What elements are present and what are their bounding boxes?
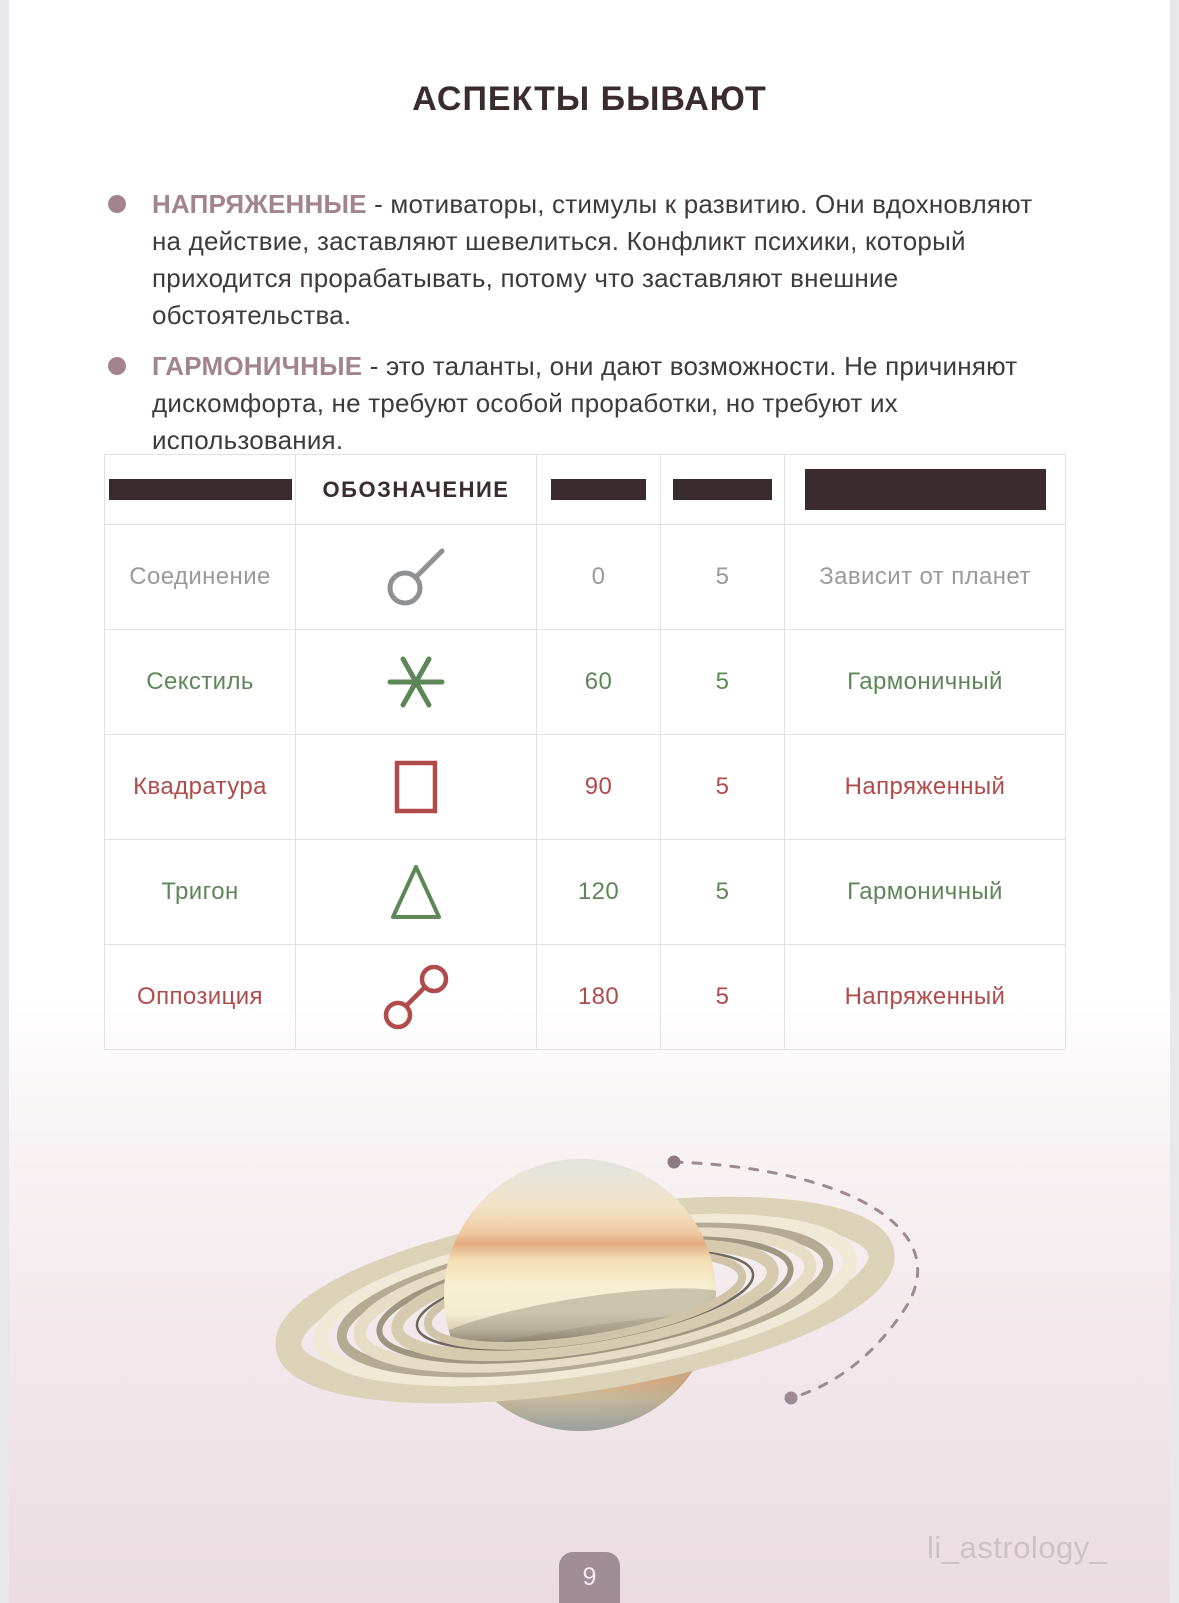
list-item	[108, 186, 1068, 334]
square-icon	[384, 755, 448, 819]
aspect-name: Оппозиция	[105, 945, 296, 1050]
bullet-description: - мотиваторы, стимулы к развитию. Они вдохновляют на действие, заставляют шевелиться. Конфликт психики, который приходится прорабатывать, потому что заставляют внешние обстоятельства.	[152, 189, 1033, 330]
aspect-symbol-cell	[296, 840, 537, 945]
page-number: 9	[582, 1563, 597, 1591]
watermark: li_astrology_	[927, 1530, 1108, 1565]
bullet-paragraph	[152, 348, 1052, 459]
list-item	[108, 348, 1068, 459]
aspect-name: Квадратура	[105, 735, 296, 840]
page-number-badge	[559, 1552, 620, 1603]
redacted-bar	[673, 479, 772, 500]
redacted-bar	[551, 479, 646, 500]
aspect-symbol-cell	[296, 630, 537, 735]
table-row	[105, 735, 1066, 840]
bullet-paragraph	[152, 186, 1052, 334]
bullet-list	[108, 186, 1068, 473]
header-cell-orb	[661, 455, 785, 525]
aspect-angle: 0	[537, 525, 661, 630]
aspect-angle: 90	[537, 735, 661, 840]
aspect-type: Гармоничный	[785, 840, 1066, 945]
saturn-illustration	[9, 1060, 1170, 1540]
aspect-orb: 5	[661, 630, 785, 735]
header-cell-angle	[537, 455, 661, 525]
table-row	[105, 525, 1066, 630]
bullet-icon	[108, 195, 126, 213]
aspect-orb: 5	[661, 525, 785, 630]
header-cell-aspect	[105, 455, 296, 525]
aspect-angle: 180	[537, 945, 661, 1050]
orbit-dot-end	[785, 1392, 798, 1405]
aspect-name: Секстиль	[105, 630, 296, 735]
aspect-type: Гармоничный	[785, 630, 1066, 735]
aspect-name: Тригон	[105, 840, 296, 945]
aspect-angle: 120	[537, 840, 661, 945]
aspect-name: Соединение	[105, 525, 296, 630]
aspect-angle: 60	[537, 630, 661, 735]
table-row	[105, 630, 1066, 735]
bullet-term: ГАРМОНИЧНЫЕ	[152, 351, 363, 381]
opposition-icon	[378, 959, 454, 1035]
aspect-orb: 5	[661, 840, 785, 945]
bullet-description: - это таланты, они дают возможности. Не причиняют дискомфорта, не требуют особой проработки, но требуют их использования.	[152, 351, 1018, 455]
bullet-icon	[108, 357, 126, 375]
aspect-type: Напряженный	[785, 945, 1066, 1050]
bullet-term: НАПРЯЖЕННЫЕ	[152, 189, 367, 219]
orbit-dot-start	[668, 1156, 681, 1169]
aspect-type: Зависит от планет	[785, 525, 1066, 630]
header-cell-designation: ОБОЗНАЧЕНИЕ	[296, 455, 537, 525]
trine-icon	[384, 860, 448, 924]
sextile-icon	[384, 650, 448, 714]
aspects-table	[104, 454, 1066, 1050]
table-header-row	[105, 455, 1066, 525]
conjunction-icon	[380, 541, 452, 613]
document-page	[9, 0, 1170, 1603]
table-row	[105, 945, 1066, 1050]
header-cell-type	[785, 455, 1066, 525]
aspect-symbol-cell	[296, 525, 537, 630]
page-title: АСПЕКТЫ БЫВАЮТ	[412, 80, 767, 118]
aspect-orb: 5	[661, 735, 785, 840]
aspect-type: Напряженный	[785, 735, 1066, 840]
redacted-bar	[805, 469, 1046, 510]
aspect-symbol-cell	[296, 945, 537, 1050]
aspect-orb: 5	[661, 945, 785, 1050]
aspect-symbol-cell	[296, 735, 537, 840]
table-row	[105, 840, 1066, 945]
redacted-bar	[109, 479, 292, 500]
